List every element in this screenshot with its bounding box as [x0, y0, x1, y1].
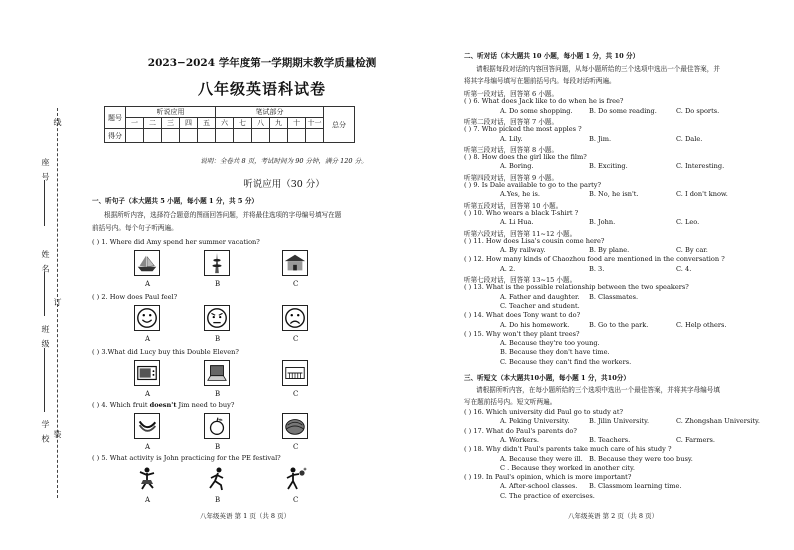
answer-option[interactable]: B. Go to the park.	[589, 320, 649, 329]
option-label-c: C	[293, 443, 299, 451]
score-total: 总分	[324, 107, 355, 143]
question-line: ( ) 15. Why won't they plant trees?	[464, 329, 580, 338]
score-col: 七	[234, 118, 252, 129]
score-cell[interactable]	[288, 129, 306, 143]
option-label-b: B	[215, 280, 221, 288]
question-4	[92, 401, 234, 409]
answer-option[interactable]: A. Peking University.	[500, 417, 570, 426]
question-4-emphasis: doesn't	[149, 401, 177, 409]
answer-option[interactable]: A. Do his homework.	[500, 320, 570, 329]
answer-option[interactable]: A. Father and daughter.	[500, 292, 580, 301]
laptop-icon[interactable]	[204, 360, 230, 386]
piano-icon[interactable]	[282, 360, 308, 386]
score-col: 二	[144, 118, 162, 129]
option-label-c: C	[293, 496, 299, 504]
question-line: ( ) 10. Who wears a black T-shirt ?	[464, 208, 579, 217]
answer-option[interactable]: C . Because they worked in another city.	[500, 463, 635, 472]
question-line: ( ) 7. Who picked the most apples ?	[464, 125, 582, 134]
score-row2-label: 得分	[105, 129, 126, 143]
option-label-c: C	[293, 280, 299, 288]
exam-title: 2023−2024 学年度第一学期期末教学质量检测	[147, 57, 377, 69]
runner-icon[interactable]	[204, 466, 230, 492]
answer-option[interactable]: C. The practice of exercises.	[500, 491, 595, 500]
part3-instruction-2: 写在题前括号内。短文听两遍。	[464, 398, 557, 406]
option-label-b: B	[215, 443, 221, 451]
option-label-a: A	[145, 280, 151, 288]
answer-option[interactable]: A. 2.	[500, 264, 516, 273]
score-cell[interactable]	[198, 129, 216, 143]
sad-icon[interactable]	[282, 305, 308, 331]
exam-subtitle: 八年级英语科试卷	[197, 80, 326, 98]
question-line: ( ) 12. How many kinds of Chaozhou food are mentioned in the conversation ?	[464, 255, 725, 264]
score-cell[interactable]	[180, 129, 198, 143]
microwave-icon[interactable]	[134, 360, 160, 386]
option-label-c: C	[293, 390, 299, 398]
question-line: ( ) 17. What do Paul's parents do?	[464, 426, 577, 435]
question-3: ( ) 3.What did Lucy buy this Double Eleven?	[92, 348, 239, 356]
dialogue-instruction: 听第三段对话，回答第 8 小题。	[464, 145, 559, 154]
score-cell[interactable]	[234, 129, 252, 143]
question-line: ( ) 13. What is the possible relationship between the two speakers?	[464, 283, 689, 292]
dialogue-instruction: 听第七段对话，回答第 13~15 小题。	[464, 276, 577, 284]
apple-icon[interactable]	[204, 413, 230, 439]
binding-mark-zhuang: 装	[53, 430, 62, 440]
section-title: 听说应用（30 分）	[243, 179, 325, 190]
score-cell[interactable]	[306, 129, 324, 143]
answer-option[interactable]: B. Classmates.	[589, 292, 639, 301]
score-table	[104, 106, 355, 143]
smile-icon[interactable]	[134, 305, 160, 331]
seat-blank[interactable]	[44, 180, 45, 226]
part1-header: 一、听句子（本大题共 5 小题，每小题 1 分，共 5 分）	[92, 197, 259, 205]
answer-option[interactable]: C. Dale.	[676, 134, 703, 143]
answer-option[interactable]: B. Classmom learning time.	[589, 482, 682, 491]
answer-option[interactable]: C. 4.	[676, 264, 692, 273]
answer-option[interactable]: C. Because they can't find the workers.	[500, 357, 632, 366]
answer-option[interactable]: A. Do some shopping.	[500, 106, 573, 115]
question-1: ( ) 1. Where did Amy spend her summer vacation?	[92, 238, 260, 246]
part2-header: 二、听对话（本大题共 10 小题，每小题 1 分，共 10 分）	[464, 52, 640, 60]
score-cell[interactable]	[270, 129, 288, 143]
angry-icon[interactable]	[204, 305, 230, 331]
answer-option[interactable]: A. Li Hua.	[500, 218, 534, 227]
part1-instruction-2: 前括号内。每个句子听两遍。	[92, 224, 178, 232]
question-line: ( ) 6. What does Jack like to do when he is free?	[464, 97, 624, 106]
score-group-listening: 听说应用	[126, 107, 216, 118]
answer-option[interactable]: C. Leo.	[676, 218, 700, 227]
school-label: 学 校	[41, 420, 50, 445]
answer-option[interactable]: A. By railway.	[500, 246, 546, 255]
score-cell[interactable]	[252, 129, 270, 143]
dancer-icon[interactable]	[134, 466, 160, 492]
question-2: ( ) 2. How does Paul feel?	[92, 293, 178, 301]
answer-option[interactable]: C. By car.	[676, 246, 708, 255]
score-col: 四	[180, 118, 198, 129]
answer-option[interactable]: B. Because they don't have time.	[500, 348, 610, 357]
option-label-a: A	[145, 443, 151, 451]
answer-option[interactable]: B. Jilin University.	[589, 417, 650, 426]
exam-note: 说明：全卷共 8 页，考试时间为 90 分钟，满分 120 分。	[200, 157, 368, 165]
answer-option[interactable]: A. After-school classes.	[500, 482, 578, 491]
option-label-c: C	[293, 335, 299, 343]
part1-instruction: 根据所听内容，选择符合题意的图画回答问题，并将最佳选项的字母编号填写在题	[104, 211, 342, 219]
binding-mark-line: 线	[53, 118, 62, 128]
dialogue-instruction: 听第一段对话，回答第 6 小题。	[464, 90, 559, 98]
question-line: ( ) 16. Which university did Paul go to study at?	[464, 408, 624, 416]
score-col: 一	[126, 118, 144, 129]
answer-option[interactable]: C. I don't know.	[676, 190, 728, 199]
page-footer-left: 八年级英语 第 1 页（共 8 页）	[200, 512, 291, 520]
question-line: ( ) 8. How does the girl like the film?	[464, 153, 587, 162]
answer-option[interactable]: C. Interesting.	[676, 162, 725, 171]
part3-header: 三、听短文（本大题共10小题，每小题 1 分，共10分）	[464, 374, 630, 382]
dialogue-instruction: 听第二段对话，回答第 7 小题。	[464, 117, 559, 126]
palace-icon[interactable]	[282, 250, 308, 276]
name-label: 姓 名	[41, 250, 50, 275]
answer-option[interactable]: B. No, he isn't.	[589, 190, 639, 199]
option-label-b: B	[215, 390, 221, 398]
binding-mark-ding: 订	[53, 298, 62, 308]
dialogue-instruction: 听第六段对话，回答第 11~12 小题。	[464, 229, 577, 238]
option-label-b: B	[215, 335, 221, 343]
name-blank[interactable]	[44, 272, 45, 316]
part2-instruction: 请根据每段对话的内容回答问题，从每小题所给的三个选项中选出一个最佳答案，并	[476, 65, 720, 73]
boat-icon[interactable]	[134, 250, 160, 276]
question-line: ( ) 18. Why didn't Paul's parents take much care of his study ?	[464, 445, 672, 454]
score-col: 九	[270, 118, 288, 129]
answer-option[interactable]: B. 3.	[589, 264, 605, 273]
answer-option[interactable]: A.Yes, he is.	[500, 190, 540, 199]
score-cell[interactable]	[162, 129, 180, 143]
option-label-a: A	[145, 496, 151, 504]
answer-option[interactable]: A. Because they were ill.	[500, 454, 583, 463]
answer-option[interactable]: C. Zhongshan University.	[676, 417, 760, 426]
answer-option[interactable]: C. Do sports.	[676, 106, 720, 115]
watermelon-icon[interactable]	[282, 413, 308, 439]
dialogue-instruction: 听第四段对话，回答第 9 小题。	[464, 173, 559, 182]
class-label: 班 级	[41, 325, 50, 350]
question-4-part-c: Jim need to buy?	[176, 401, 235, 409]
tower-icon[interactable]	[204, 250, 230, 276]
answer-option[interactable]: B. Do some reading.	[589, 106, 657, 115]
score-col: 十	[288, 118, 306, 129]
score-col: 五	[198, 118, 216, 129]
option-label-a: A	[145, 390, 151, 398]
question-line: ( ) 19. In Paul's opinion, which is more important?	[464, 473, 632, 482]
question-line: ( ) 11. How does Lisa's cousin come here?	[464, 236, 605, 245]
score-row-label: 题号	[105, 107, 126, 129]
answer-option[interactable]: B. Teachers.	[589, 435, 631, 444]
question-4-part-a: ( ) 4. Which fruit	[92, 401, 150, 409]
seat-number-label: 座 号	[41, 158, 50, 183]
answer-option[interactable]: B. Exciting.	[589, 162, 628, 171]
score-col: 十一	[307, 119, 322, 127]
option-label-b: B	[215, 496, 221, 504]
score-col: 三	[162, 118, 180, 129]
option-label-a: A	[145, 335, 151, 343]
part3-instruction: 请根据所听内容，在每小题所给的三个选项中选出一个最佳答案，并将其字母编号填	[476, 386, 720, 394]
answer-option[interactable]: A. Boring.	[500, 162, 534, 171]
pingpong-icon[interactable]	[282, 466, 308, 492]
answer-option[interactable]: C. Help others.	[676, 320, 727, 329]
score-col: 八	[252, 118, 270, 129]
answer-option[interactable]: B. By plane.	[589, 246, 630, 255]
score-group-written: 笔试部分	[216, 107, 324, 118]
part2-instruction-2: 将其字母编号填写在题前括号内。每段对话听两遍。	[464, 77, 616, 85]
question-5: ( ) 5. What activity is John practicing for the PE festival?	[92, 454, 281, 462]
answer-option[interactable]: C. Farmers.	[676, 435, 715, 444]
dialogue-instruction: 听第五段对话，回答第 10 小题。	[464, 201, 563, 210]
answer-option[interactable]: A. Because they're too young.	[500, 339, 600, 348]
question-line: ( ) 9. Is Dale available to go to the party?	[464, 181, 602, 189]
page-footer-right: 八年级英语 第 2 页（共 8 页）	[568, 512, 659, 520]
answer-option[interactable]: B. John.	[589, 218, 616, 227]
answer-option[interactable]: C. Teacher and student.	[500, 301, 580, 310]
question-line: ( ) 14. What does Tony want to do?	[464, 311, 581, 320]
answer-option[interactable]: B. Jim.	[589, 134, 612, 143]
score-cell[interactable]	[216, 129, 234, 143]
score-cell[interactable]	[144, 129, 162, 143]
answer-option[interactable]: A. Workers.	[500, 435, 539, 444]
answer-option[interactable]: A. Lily.	[500, 134, 523, 143]
bananas-icon[interactable]	[134, 413, 160, 439]
score-col: 六	[216, 118, 234, 129]
score-cell[interactable]	[126, 129, 144, 143]
answer-option[interactable]: B. Because they were too busy.	[589, 454, 693, 463]
class-blank[interactable]	[44, 348, 45, 412]
